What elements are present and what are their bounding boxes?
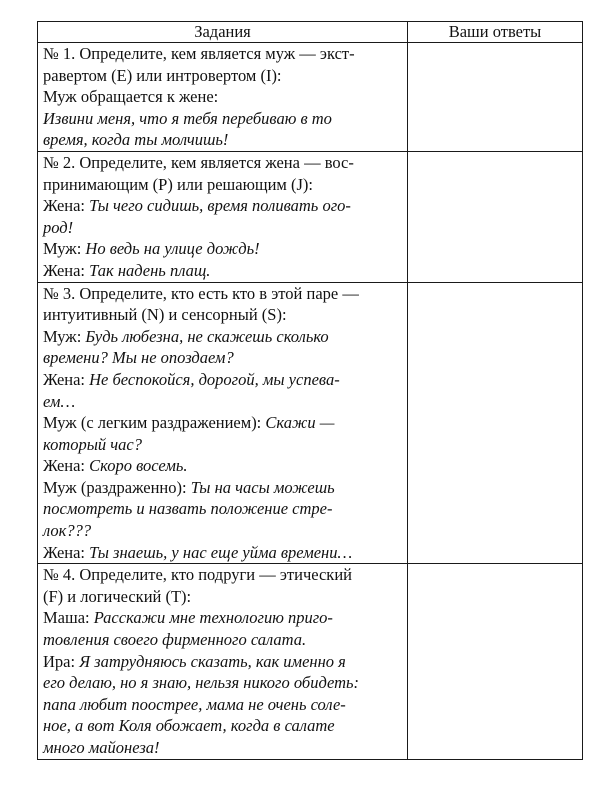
task-text-italic: Ты на часы можешь [190, 477, 335, 497]
task-cell [38, 43, 408, 152]
task-text-italic: ное, а вот Коля обожает, когда в салате [43, 716, 335, 736]
task-cell [38, 151, 408, 282]
task-text-italic: папа любит поострее, мама не очень соле- [43, 694, 346, 714]
task-text-line [43, 564, 403, 586]
task-text-italic: времени? Мы не опоздаем? [43, 348, 234, 368]
task-text-italic: Извини меня, что я тебя перебиваю в то [43, 108, 332, 128]
task-text-line [43, 326, 403, 348]
task-text-italic: Но ведь на улице дождь! [85, 239, 260, 259]
task-text-italic: Скажи — [265, 413, 335, 433]
task-text-italic: много майонеза! [43, 738, 160, 757]
task-text-italic: Ты знаешь, у нас еще уйма времени… [89, 542, 353, 562]
task-text-plain: Муж: [43, 239, 86, 259]
task-text-plain: № 1. Определите, кем является муж — экст- [43, 44, 355, 63]
task-text-italic: Так надень плащ. [89, 260, 211, 280]
tasks-body [38, 43, 583, 760]
task-text-line [43, 152, 403, 174]
task-text-line [43, 412, 403, 434]
answer-cell[interactable] [408, 564, 583, 759]
task-text-plain: Муж (раздраженно): [43, 477, 191, 497]
task-text-line [43, 283, 403, 305]
task-text-italic: Я затрудняюсь сказать, как именно я [79, 651, 346, 671]
task-text-italic: Расскажи мне технологию приго- [93, 608, 333, 628]
task-text-plain: Муж: [43, 326, 86, 346]
task-text-line [43, 477, 403, 499]
task-text-line [43, 629, 403, 651]
task-text-line [43, 86, 403, 108]
task-text-line [43, 694, 403, 716]
task-text-italic: его делаю, но я знаю, нельзя никого обидеть: [43, 673, 360, 693]
task-text-plain: Жена: [43, 260, 90, 280]
task-text-line [43, 455, 403, 477]
task-text-line [43, 304, 403, 326]
task-cell [38, 564, 408, 759]
task-text-plain: Муж (с легким раздражением): [43, 413, 266, 433]
task-text-line [43, 260, 403, 282]
task-text-line [43, 174, 403, 196]
task-text-italic: Скоро восемь. [89, 456, 188, 476]
task-text-line [43, 498, 403, 520]
task-text-plain: Жена: [43, 369, 90, 389]
task-text-italic: Ты чего сидишь, время поливать ого- [89, 196, 351, 216]
header-row [38, 22, 583, 43]
task-row [38, 564, 583, 759]
task-row [38, 151, 583, 282]
task-text-plain: равертом (E) или интровертом (I): [43, 65, 282, 85]
tasks-table [37, 21, 583, 760]
task-text-italic: ем… [43, 391, 76, 411]
task-text-line [43, 520, 403, 542]
task-text-line [43, 586, 403, 608]
task-text-italic: товления своего фирменного салата. [43, 630, 307, 650]
task-text-italic: лок??? [43, 521, 92, 541]
task-text-line [43, 607, 403, 629]
answer-cell[interactable] [408, 43, 583, 152]
task-text-line [43, 737, 403, 759]
task-text-italic: посмотреть и назвать положение стре- [43, 499, 333, 519]
task-text-plain: Маша: [43, 608, 94, 628]
task-text-line [43, 129, 403, 151]
task-text-italic: время, когда ты молчишь! [43, 130, 229, 150]
tasks-column-header: Задания [38, 22, 408, 43]
task-text-plain: Ира: [43, 651, 80, 671]
task-text-plain: (F) и логический (T): [43, 586, 192, 606]
task-text-plain: № 4. Определите, кто подруги — этический [43, 565, 352, 585]
task-text-plain: Жена: [43, 196, 90, 216]
task-text-plain: принимающим (P) или решающим (J): [43, 174, 313, 194]
task-text-plain: № 3. Определите, кто есть кто в этой паре — [43, 283, 359, 303]
task-text-line [43, 651, 403, 673]
task-cell [38, 282, 408, 564]
task-text-line [43, 542, 403, 564]
task-text-line [43, 65, 403, 87]
task-text-line [43, 347, 403, 369]
task-row [38, 282, 583, 564]
task-text-italic: Не беспокойся, дорогой, мы успева- [89, 369, 340, 389]
task-text-line [43, 238, 403, 260]
task-text-italic: который час? [43, 434, 142, 454]
answers-column-header: Ваши ответы [408, 22, 583, 43]
task-text-plain: Муж обращается к жене: [43, 87, 219, 107]
task-text-line [43, 715, 403, 737]
task-text-line [43, 217, 403, 239]
task-text-line [43, 391, 403, 413]
answer-cell[interactable] [408, 151, 583, 282]
task-text-italic: род! [43, 217, 74, 237]
task-text-line [43, 43, 403, 65]
task-text-line [43, 108, 403, 130]
answer-cell[interactable] [408, 282, 583, 564]
task-text-italic: Будь любезна, не скажешь сколько [85, 326, 329, 346]
task-row [38, 43, 583, 152]
task-text-plain: интуитивный (N) и сенсорный (S): [43, 305, 287, 325]
task-text-line [43, 369, 403, 391]
task-text-plain: Жена: [43, 456, 90, 476]
task-text-line [43, 434, 403, 456]
task-text-plain: № 2. Определите, кем является жена — вос- [43, 152, 354, 172]
task-text-line [43, 195, 403, 217]
task-text-plain: Жена: [43, 542, 90, 562]
task-text-line [43, 672, 403, 694]
